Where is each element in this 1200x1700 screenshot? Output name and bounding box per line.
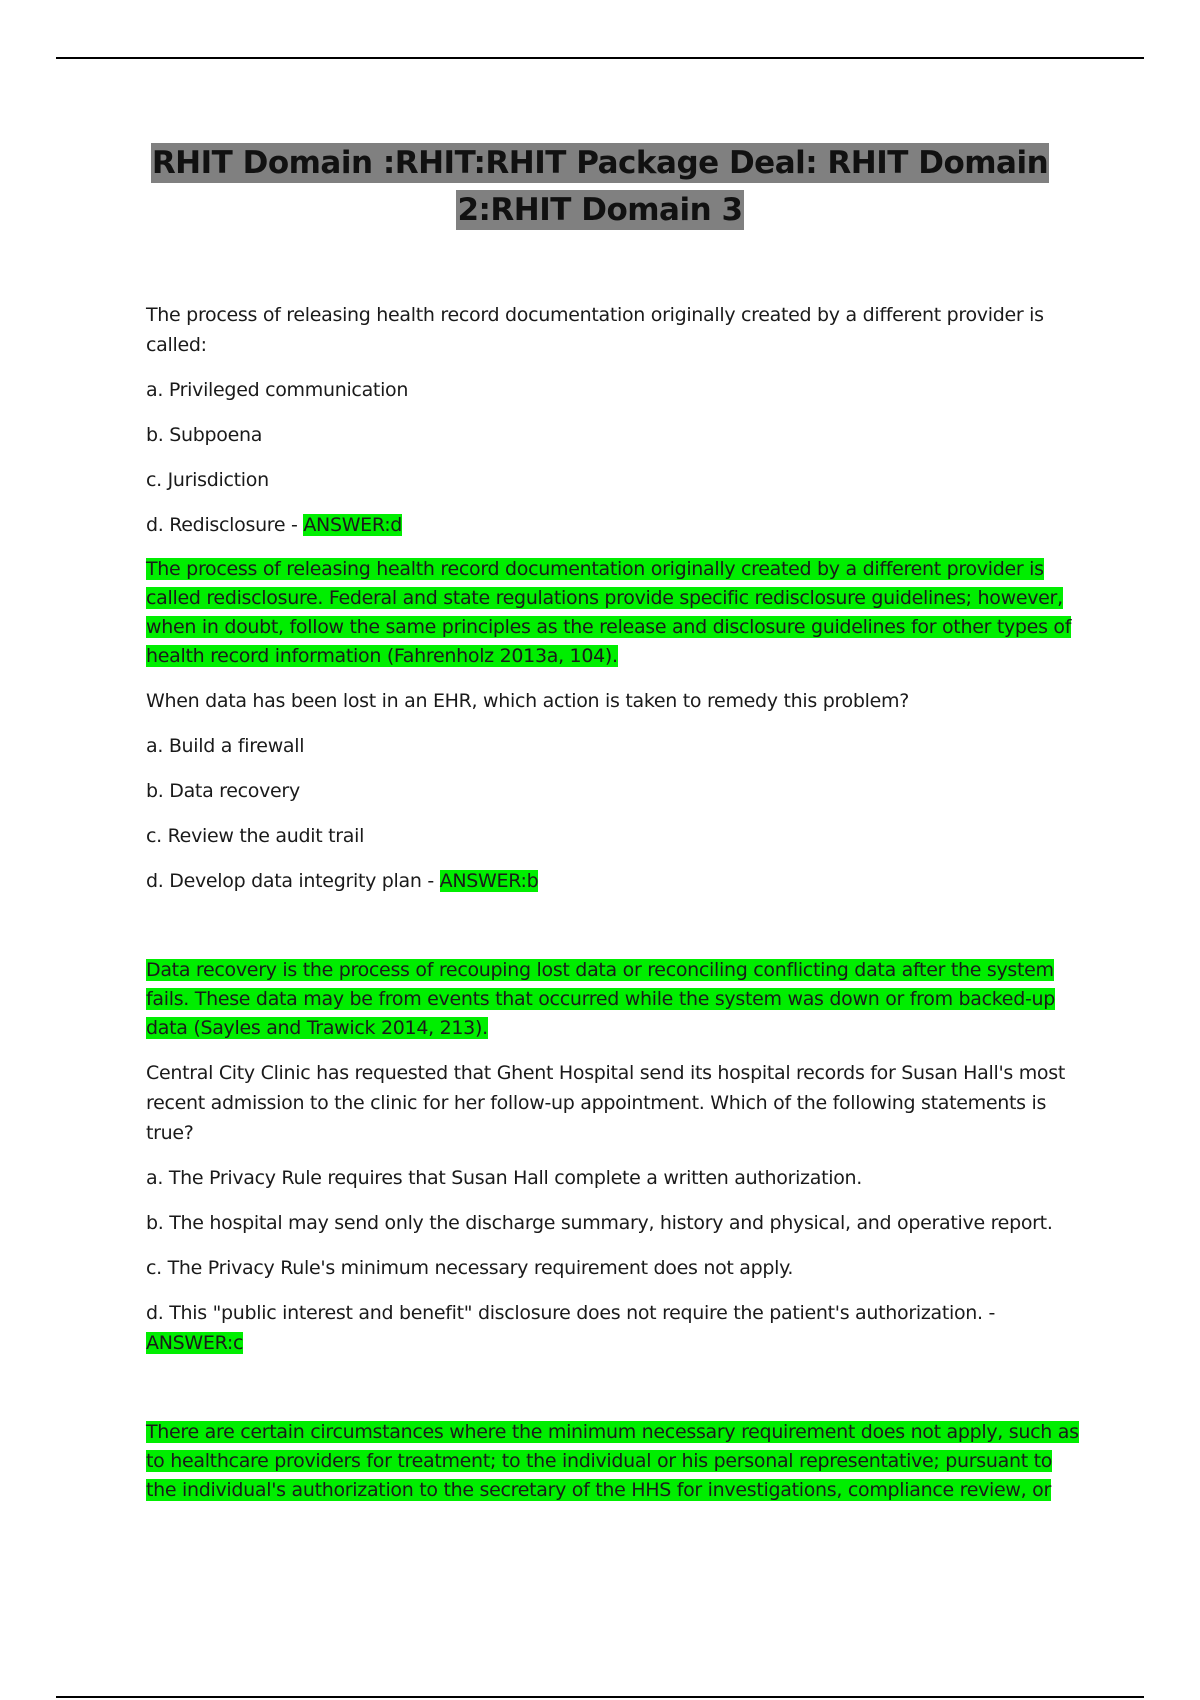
- question-2-answer: ANSWER:b: [439, 870, 539, 892]
- header-rule: [56, 57, 1144, 59]
- question-1-option-b: b. Subpoena: [146, 424, 263, 446]
- question-2-explanation: [146, 956, 1086, 1043]
- question-1-option-d-text: d. Redisclosure -: [146, 514, 304, 536]
- question-2-option-c: c. Review the audit trail: [146, 825, 365, 847]
- question-3-option-b: b. The hospital may send only the discharge summary, history and physical, and operative report.: [146, 1212, 1053, 1234]
- question-2-option-b: b. Data recovery: [146, 780, 300, 802]
- question-1-option-d: [146, 510, 1086, 540]
- document-title: RHIT Domain :RHIT:RHIT Package Deal: RHIT Domain 2:RHIT Domain 3: [151, 145, 1049, 228]
- question-3-option-d: [146, 1298, 1086, 1358]
- question-1-explanation-text: The process of releasing health record documentation originally created by a different provider is called redisclosure. Federal and state regulations provide specific redisclosure guidelines; however, when in doubt, follow the same principles as the release and disclosure guidelines for other types of health record information (Fahrenholz 2013a, 104).: [146, 558, 1072, 667]
- question-3-option-d-text: d. This "public interest and benefit" disclosure does not require the patient's authorization. -: [146, 1302, 996, 1324]
- question-3-option-c: c. The Privacy Rule's minimum necessary requirement does not apply.: [146, 1257, 794, 1279]
- question-1-option-c: c. Jurisdiction: [146, 469, 269, 491]
- question-2-explanation-text: Data recovery is the process of recouping lost data or reconciling conflicting data after the system fails. These data may be from events that occurred while the system was down or from backed-up data (Sayles and Trawick 2014, 213).: [146, 959, 1056, 1039]
- question-3-explanation: [146, 1418, 1086, 1505]
- question-2-option-d: [146, 866, 1086, 896]
- question-2-option-d-text: d. Develop data integrity plan -: [146, 870, 440, 892]
- question-3-stem: Central City Clinic has requested that Ghent Hospital send its hospital records for Susan Hall's most recent admission to the clinic for her follow-up appointment. Which of the following statements is true?: [146, 1062, 1066, 1144]
- question-1-answer: ANSWER:d: [303, 514, 403, 536]
- question-2-option-a: a. Build a firewall: [146, 735, 305, 757]
- footer-rule: [56, 1696, 1144, 1698]
- question-3-option-a: a. The Privacy Rule requires that Susan Hall complete a written authorization.: [146, 1167, 863, 1189]
- document-body: [146, 300, 1086, 1520]
- question-3-explanation-text: There are certain circumstances where the minimum necessary requirement does not apply, such as to healthcare providers for treatment; to the individual or his personal representative; pursuant to the individual's authorization to the secretary of the HHS for investigations, compliance review, or: [146, 1421, 1079, 1501]
- question-1-explanation: [146, 555, 1086, 671]
- question-2-stem: When data has been lost in an EHR, which action is taken to remedy this problem?: [146, 690, 909, 712]
- question-3-answer: ANSWER:c: [146, 1332, 244, 1354]
- question-1-stem: The process of releasing health record documentation originally created by a different provider is called:: [146, 304, 1044, 356]
- question-1-option-a: a. Privileged communication: [146, 379, 409, 401]
